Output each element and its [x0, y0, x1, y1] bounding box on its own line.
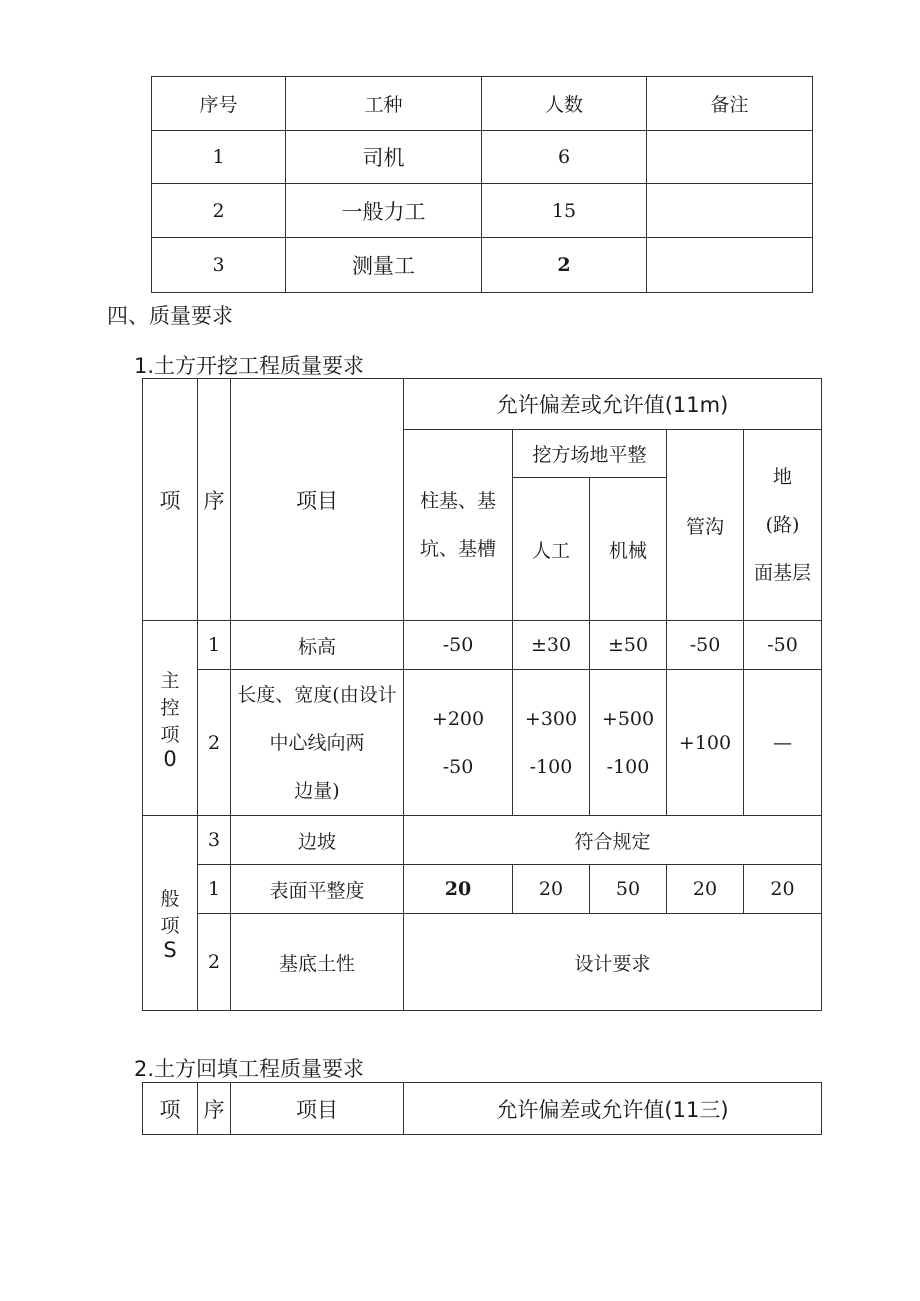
value-cell: 20	[404, 865, 513, 914]
value-cell	[513, 670, 590, 816]
subsection-title-excavation: 1.土方开挖工程质量要求	[134, 354, 365, 378]
header-seq: 序	[198, 379, 231, 621]
value-cell: -50	[667, 621, 744, 670]
row-note	[647, 184, 813, 238]
worker-count: 15	[482, 184, 647, 238]
header-item: 项	[143, 379, 198, 621]
row-name	[231, 670, 404, 816]
header-cell: 序号	[152, 77, 286, 131]
row-note	[647, 238, 813, 293]
header-cell: 备注	[647, 77, 813, 131]
header-trench: 管沟	[667, 430, 744, 621]
header-site-leveling: 挖方场地平整	[513, 430, 667, 478]
row-seq: 1	[198, 621, 231, 670]
header-text: 面基层	[753, 562, 811, 584]
header-text: 地	[772, 466, 792, 488]
header-road-base	[744, 430, 822, 621]
row-name: 边坡	[231, 816, 404, 865]
header-allowance: 允许偏差或允许值(11m)	[404, 379, 822, 430]
header-machine: 机械	[590, 478, 667, 621]
value-cell: +100	[667, 670, 744, 816]
value-cell	[590, 670, 667, 816]
header-foundation-pit	[404, 430, 513, 621]
value-cell: -50	[404, 621, 513, 670]
staff-table	[151, 76, 813, 293]
merged-value: 设计要求	[404, 914, 822, 1011]
row-name-text: 中心线向两	[269, 731, 365, 754]
row-number: 1	[152, 131, 286, 184]
header-allowance: 允许偏差或允许值(11三)	[404, 1083, 822, 1135]
worker-type: 一般力工	[286, 184, 482, 238]
label-char: 项	[160, 723, 180, 746]
row-note	[647, 131, 813, 184]
header-manual: 人工	[513, 478, 590, 621]
backfill-quality-table	[142, 1082, 822, 1135]
excavation-quality-table	[142, 378, 822, 1011]
worker-type: 测量工	[286, 238, 482, 293]
section-title: 四、质量要求	[107, 304, 233, 328]
row-name: 基底土性	[231, 914, 404, 1011]
row-seq: 2	[198, 914, 231, 1011]
label-char: 般	[160, 888, 180, 910]
table-row	[152, 131, 813, 184]
value-text: -50	[442, 755, 474, 778]
row-name-text: 长度、宽度(由设计	[237, 683, 397, 706]
row-number: 2	[152, 184, 286, 238]
worker-count: 2	[482, 238, 647, 293]
row-number: 3	[152, 238, 286, 293]
label-char: 主	[160, 669, 180, 692]
value-cell: 20	[667, 865, 744, 914]
header-seq: 序	[198, 1083, 231, 1135]
value-text: +500	[601, 707, 655, 730]
header-name: 项目	[231, 1083, 404, 1135]
value-text: +300	[524, 707, 578, 730]
value-cell: -50	[744, 621, 822, 670]
row-name-text: 边量)	[294, 779, 340, 802]
value-cell: 50	[590, 865, 667, 914]
header-text: (路)	[765, 514, 800, 536]
header-cell: 人数	[482, 77, 647, 131]
header-name: 项目	[231, 379, 404, 621]
value-cell: ±30	[513, 621, 590, 670]
value-cell: —	[744, 670, 822, 816]
header-item: 项	[143, 1083, 198, 1135]
label-char: 控	[160, 696, 180, 719]
general-label	[143, 816, 198, 1011]
header-text: 坑、基槽	[419, 538, 496, 560]
table-row	[152, 238, 813, 293]
label-char: 项	[160, 915, 180, 937]
value-cell: ±50	[590, 621, 667, 670]
worker-type: 司机	[286, 131, 482, 184]
value-cell	[404, 670, 513, 816]
table-row	[152, 184, 813, 238]
main-control-label	[143, 621, 198, 816]
value-text: -100	[606, 755, 650, 778]
worker-count: 6	[482, 131, 647, 184]
row-name: 表面平整度	[231, 865, 404, 914]
row-name: 标高	[231, 621, 404, 670]
value-text: -100	[529, 755, 573, 778]
merged-value: 符合规定	[404, 816, 822, 865]
table-header-row	[152, 77, 813, 131]
value-text: +200	[431, 707, 485, 730]
value-cell: 20	[513, 865, 590, 914]
label-char: 0	[163, 746, 177, 771]
row-seq: 3	[198, 816, 231, 865]
label-char: S	[163, 938, 177, 962]
row-seq: 1	[198, 865, 231, 914]
value-cell: 20	[744, 865, 822, 914]
subsection-title-backfill: 2.土方回填工程质量要求	[134, 1057, 365, 1081]
header-cell: 工种	[286, 77, 482, 131]
header-text: 柱基、基	[419, 490, 496, 512]
row-seq: 2	[198, 670, 231, 816]
